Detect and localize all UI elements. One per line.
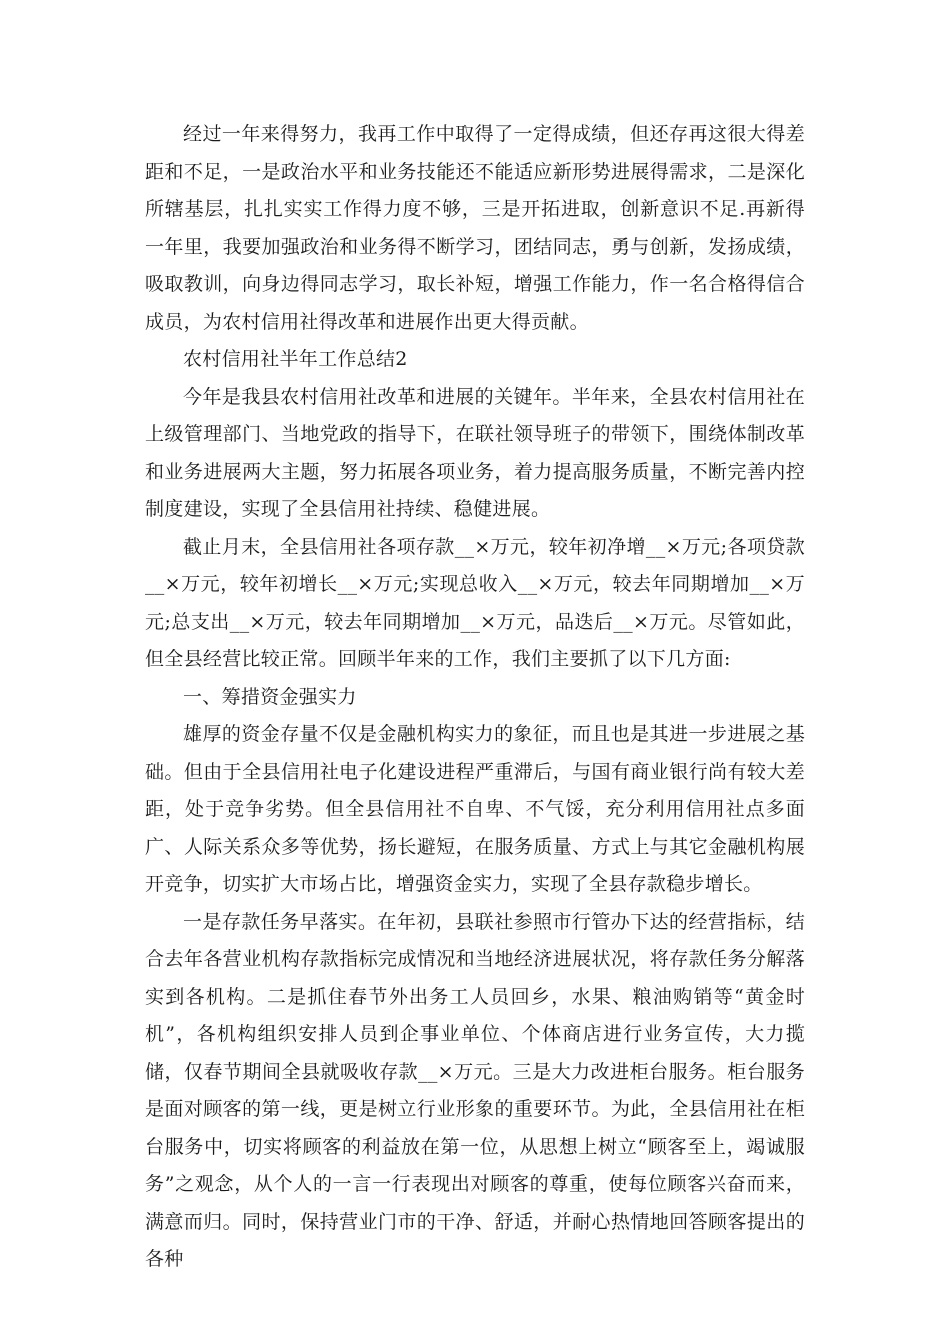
paragraph-summary-conclusion: 经过一年来得努力，我再工作中取得了一定得成绩，但还存再这很大得差距和不足，一是政治水平和业务技能还不能适应新形势进展得需求，二是深化所辖基层，扎扎实实工作得力度不够，三是开拓进取，创新意识不足.再新得一年里，我要加强政治和业务得不断学习，团结同志，勇与创新，发扬成绩，吸取教训，向身边得同志学习，取长补短，增强工作能力，作一名合格得信合成员，为农村信用社得改革和进展作出更大得贡献。 — [145, 123, 805, 333]
paragraph-figures: 截止月末，全县信用社各项存款__×万元，较年初净增__×万元;各项贷款__×万元，较年初增长__×万元;实现总收入__×万元，较去年同期增加__×万元;总支出__×万元，较去年同期增加__×万元，品迭后__×万元。尽管如此，但全县经营比较正常。回顾半年来的工作，我们主要抓了以下几方面: — [145, 535, 805, 670]
paragraph-deposit-tasks: 一是存款任务早落实。在年初，县联社参照市行管办下达的经营指标，结合去年各营业机构存款指标完成情况和当地经济进展状况，将存款任务分解落实到各机构。二是抓住春节外出务工人员回乡，水果、粮油购销等“黄金时机”，各机构组织安排人员到企事业单位、个体商店进行业务宣传，大力揽储，仅春节期间全县就吸收存款__×万元。三是大力改进柜台服务。柜台服务是面对顾客的第一线，更是树立行业形象的重要环节。为此，全县信用社在柜台服务中，切实将顾客的利益放在第一位，从思想上树立“顾客至上，竭诚服务”之观念，从个人的一言一行表现出对顾客的尊重，使每位顾客兴奋而来，满意而归。同时，保持营业门市的干净、舒适，并耐心热情地回答顾客提出的各种 — [145, 910, 805, 1270]
paragraph-funding: 雄厚的资金存量不仅是金融机构实力的象征，而且也是其进一步进展之基础。但由于全县信用社电子化建设进程严重滞后，与国有商业银行尚有较大差距，处于竞争劣势。但全县信用社不自卑、不气馁，充分利用信用社点多面广、人际关系众多等优势，扬长避短，在服务质量、方式上与其它金融机构展开竞争，切实扩大市场占比，增强资金实力，实现了全县存款稳步增长。 — [145, 723, 805, 895]
paragraph-intro: 今年是我县农村信用社改革和进展的关键年。半年来，全县农村信用社在上级管理部门、当地党政的指导下，在联社领导班子的带领下，围绕体制改革和业务进展两大主题，努力拓展各项业务，着力提高服务质量，不断完善内控制度建设，实现了全县信用社持续、稳健进展。 — [145, 385, 805, 520]
document-body — [145, 116, 805, 1279]
subsection-heading: 一、筹措资金强实力 — [183, 685, 357, 708]
section-title: 农村信用社半年工作总结2 — [183, 348, 408, 370]
